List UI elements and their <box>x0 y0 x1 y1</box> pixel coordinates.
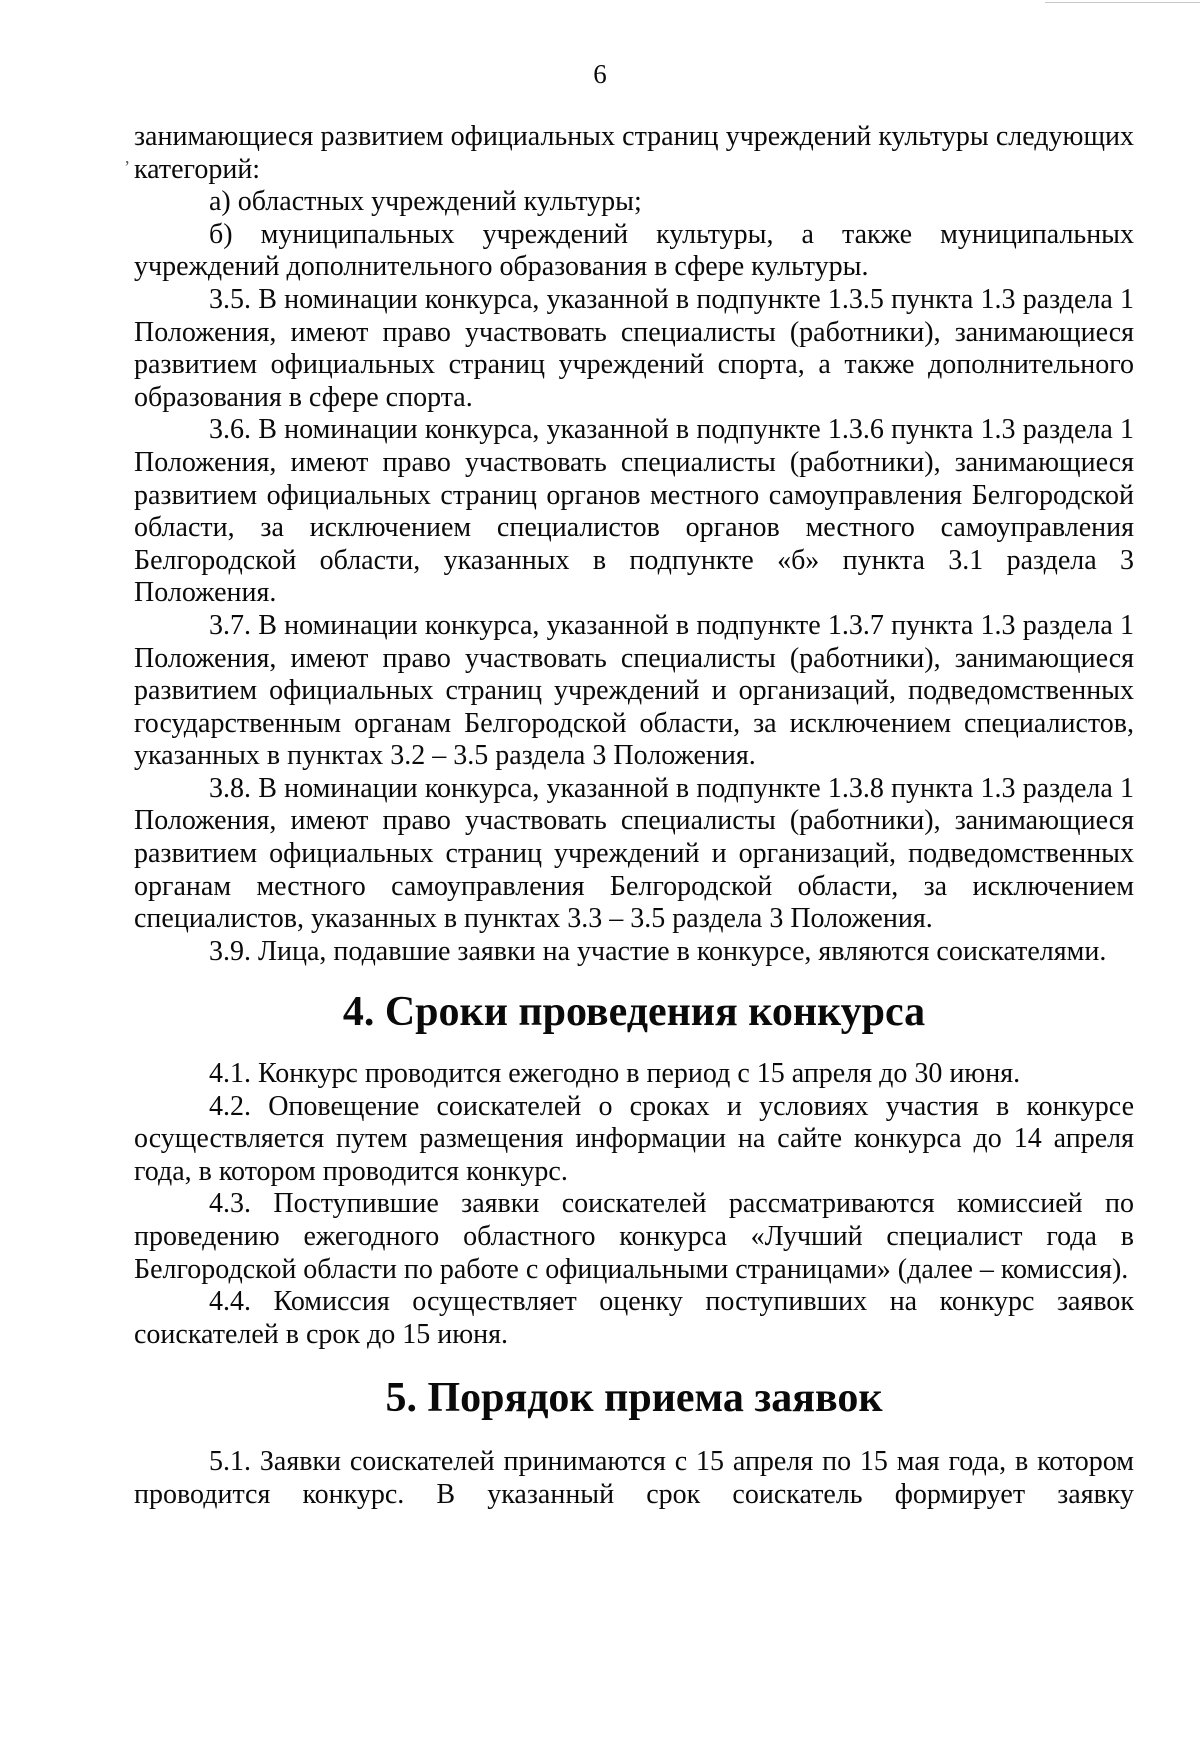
paragraph-4-3: 4.3. Поступившие заявки соискателей рассматриваются комиссией по проведению ежегодного областного конкурса «Лучший специалист года в Белгородской области по работе с официальными страницами» (далее – комиссия). <box>134 1188 1134 1285</box>
scan-mark: , <box>125 147 130 167</box>
paragraph-4-4: 4.4. Комиссия осуществляет оценку поступивших на конкурс заявок соискателей в срок до 15 июня. <box>134 1286 1134 1350</box>
document-body <box>134 121 1134 1511</box>
section-5-heading: 5. Порядок приема заявок <box>385 1375 883 1422</box>
paragraph-3-6: 3.6. В номинации конкурса, указанной в подпункте 1.3.6 пункта 1.3 раздела 1 Положения, имеют право участвовать специалисты (работники), занимающиеся развитием официальных страниц органов местного самоуправления Белгородской области, за исключением специалистов органов местного самоуправления Белгородской области, указанных в подпункте «б» пункта 3.1 раздела 3 Положения. <box>134 414 1134 609</box>
paragraph-item-a: а) областных учреждений культуры; <box>209 186 642 218</box>
page-number: 6 <box>593 59 607 89</box>
paragraph-3-8: 3.8. В номинации конкурса, указанной в подпункте 1.3.8 пункта 1.3 раздела 1 Положения, имеют право участвовать специалисты (работники), занимающиеся развитием официальных страниц учреждений и организаций, подведомственных органам местного самоуправления Белгородской области, за исключением специалистов, указанных в пунктах 3.3 – 3.5 раздела 3 Положения. <box>134 772 1134 935</box>
paragraph-continuation: занимающиеся развитием официальных страниц учреждений культуры следующих категорий: <box>134 121 1134 185</box>
paragraph-3-7: 3.7. В номинации конкурса, указанной в подпункте 1.3.7 пункта 1.3 раздела 1 Положения, имеют право участвовать специалисты (работники), занимающиеся развитием официальных страниц учреждений и организаций, подведомственных государственным органам Белгородской области, за исключением специалистов, указанных в пунктах 3.2 – 3.5 раздела 3 Положения. <box>134 609 1134 772</box>
scan-edge-line <box>1045 2 1200 3</box>
paragraph-4-2: 4.2. Оповещение соискателей о сроках и условиях участия в конкурсе осуществляется путем размещения информации на сайте конкурса до 14 апреля года, в котором проводится конкурс. <box>134 1090 1134 1187</box>
paragraph-item-b: б) муниципальных учреждений культуры, а также муниципальных учреждений дополнительного образования в сфере культуры. <box>134 218 1134 283</box>
section-4-heading: 4. Сроки проведения конкурса <box>342 989 926 1036</box>
paragraph-3-5: 3.5. В номинации конкурса, указанной в подпункте 1.3.5 пункта 1.3 раздела 1 Положения, имеют право участвовать специалисты (работники), занимающиеся развитием официальных страниц учреждений спорта, а также дополнительного образования в сфере спорта. <box>134 283 1134 413</box>
paragraph-5-1: 5.1. Заявки соискателей принимаются с 15 апреля по 15 мая года, в котором проводится конкурс. В указанный срок соискатель формирует заявку <box>134 1445 1134 1510</box>
paragraph-4-1: 4.1. Конкурс проводится ежегодно в период с 15 апреля до 30 июня. <box>209 1058 1021 1090</box>
paragraph-3-9: 3.9. Лица, подавшие заявки на участие в конкурсе, являются соискателями. <box>209 935 1107 967</box>
